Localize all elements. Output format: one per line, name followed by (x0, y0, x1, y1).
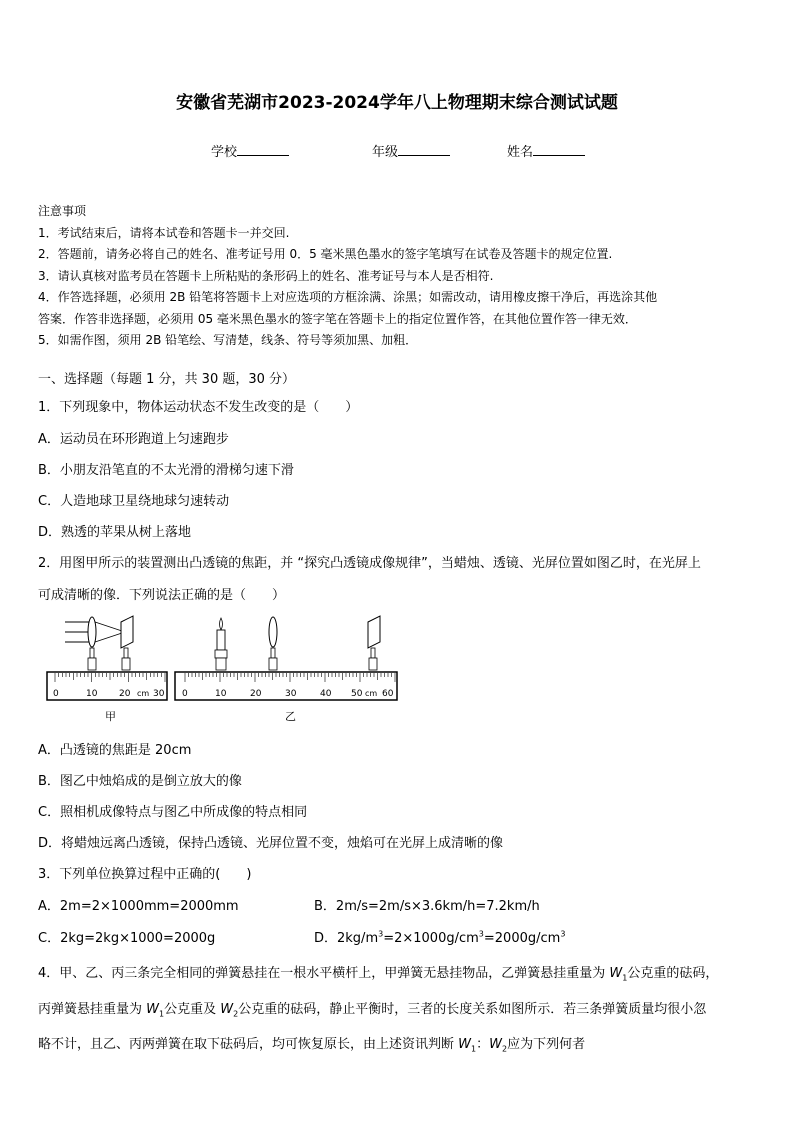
figure-label-jia: 甲 (105, 710, 116, 723)
ruler-tick-label: 10 (215, 689, 227, 699)
q4-stem (38, 958, 770, 1065)
figure-right-setup (175, 616, 397, 723)
notice-item: 答案．作答非选择题，必须用 05 毫米黑色墨水的签字笔在答题卡上的指定位置作答，在其他位置作答一律无效． (38, 311, 637, 326)
figure-left-setup (47, 616, 167, 723)
notice-heading: 注意事项 (38, 204, 87, 218)
q1-option-a[interactable]: A．运动员在环形跑道上匀速跑步 (38, 432, 229, 447)
q2-stem-line2: 可成清晰的像．下列说法正确的是（ ） (38, 588, 286, 603)
q2-option-d[interactable]: D．将蜡烛远离凸透镜，保持凸透镜、光屏位置不变，烛焰可在光屏上成清晰的像 (38, 836, 504, 851)
section-heading: 一、选择题（每题 1 分，共 30 题，30 分） (38, 372, 296, 387)
candle-icon (217, 630, 225, 650)
notice-block (38, 201, 768, 352)
lens-experiment-figure (45, 612, 405, 727)
notice-item: 3．请认真核对监考员在答题卡上所粘贴的条形码上的姓名、准考证号与本人是否相符. (38, 268, 494, 283)
page-title: 安徽省芜湖市2023-2024学年八上物理期末综合测试试题 (176, 93, 618, 113)
ruler-tick-label: 20 (119, 689, 131, 699)
convex-lens-icon (269, 617, 277, 647)
q4-line3: 略不计，且乙、丙两弹簧在取下砝码后，均可恢复原长，由上述资讯判断 $W_1$：$W_2$应为下列何者 (38, 1037, 586, 1054)
figure-label-yi: 乙 (285, 710, 296, 723)
ruler-unit-label: cm (137, 689, 150, 698)
q2-option-b[interactable]: B．图乙中烛焰成的是倒立放大的像 (38, 774, 242, 789)
q3-d-sup: 3 (378, 929, 384, 939)
notice-item: 5．如需作图，须用 2B 铅笔绘、写清楚，线条、符号等须加黑、加粗． (38, 333, 418, 347)
q1-option-d[interactable]: D．熟透的苹果从树上落地 (38, 525, 192, 540)
ruler-tick-label: 0 (182, 689, 188, 699)
name-blank[interactable] (533, 143, 585, 156)
light-screen-icon (121, 616, 133, 648)
notice-item: 4．作答选择题，必须用 2B 铅笔将答题卡上对应选项的方框涂满、涂黑；如需改动，请用橡皮擦干净后，再选涂其他 (38, 290, 658, 304)
name-label: 姓名 (507, 145, 534, 160)
q3-d-sup: 3 (560, 929, 566, 939)
ruler-tick-label: 60 (382, 689, 394, 699)
q2-option-c[interactable]: C．照相机成像特点与图乙中所成像的特点相同 (38, 805, 308, 820)
q3-d-part: D．2kg/m (314, 931, 379, 946)
school-blank[interactable] (237, 143, 289, 156)
q3-option-d[interactable] (314, 927, 565, 946)
q3-d-sup: 3 (478, 929, 484, 939)
q1-option-c[interactable]: C．人造地球卫星绕地球匀速转动 (38, 494, 230, 509)
q1-option-b[interactable]: B．小朋友沿笔直的不太光滑的滑梯匀速下滑 (38, 463, 294, 478)
grade-label: 年级 (372, 145, 399, 160)
q3-option-a[interactable]: A．2m=2×1000mm=2000mm (38, 899, 239, 914)
notice-item: 1．考试结束后，请将本试卷和答题卡一并交回. (38, 225, 290, 240)
ruler-unit-label: cm (365, 689, 378, 698)
q3-option-c[interactable]: C．2kg=2kg×1000=2000g (38, 931, 216, 946)
q3-stem: 3．下列单位换算过程中正确的( ) (38, 867, 252, 882)
grade-blank[interactable] (398, 143, 450, 156)
q3-option-b[interactable]: B．2m/s=2m/s×3.6km/h=7.2km/h (314, 899, 540, 914)
school-label: 学校 (211, 145, 238, 160)
ruler-tick-label: 10 (86, 689, 98, 699)
ruler-tick-label: 20 (250, 689, 262, 699)
q3-d-part: =2×1000g/cm (383, 931, 479, 946)
candle-flame-icon (220, 618, 223, 630)
convex-lens-icon (88, 617, 96, 647)
ruler-tick-label: 30 (285, 689, 297, 699)
ruler-tick-label: 0 (53, 689, 59, 699)
q4-line2: 丙弹簧悬挂重量为 $W_1$公克重及 $W_2$公克重的砝码，静止平衡时，三者的长度关系如图所示．若三条弹簧质量均很小忽 (38, 1001, 707, 1019)
ruler-tick-label: 30 (153, 689, 165, 699)
notice-item: 2．答题前，请务必将自己的姓名、准考证号用 0．5 毫米黑色墨水的签字笔填写在试卷及答题卡的规定位置. (38, 247, 613, 261)
grade-field[interactable] (372, 141, 450, 160)
q2-option-a[interactable]: A．凸透镜的焦距是 20cm (38, 743, 192, 758)
q4-line1: 4．甲、乙、丙三条完全相同的弹簧悬挂在一根水平横杆上，甲弹簧无悬挂物品，乙弹簧悬挂重量为 $W_1$公克重的砝码， (38, 966, 719, 983)
q3-d-part: =2000g/cm (483, 931, 561, 946)
light-screen-icon (368, 616, 380, 648)
ruler-tick-label: 40 (320, 689, 332, 699)
q1-stem: 1．下列现象中，物体运动状态不发生改变的是（ ） (38, 400, 359, 415)
name-field[interactable] (507, 141, 585, 160)
q2-stem-line1: 2．用图甲所示的装置测出凸透镜的焦距，并 “探究凸透镜成像规律”，当蜡烛、透镜、光屏位置如图乙时，在光屏上 (38, 556, 701, 571)
ruler-tick-label: 50 (351, 689, 363, 699)
school-field[interactable] (211, 141, 289, 160)
